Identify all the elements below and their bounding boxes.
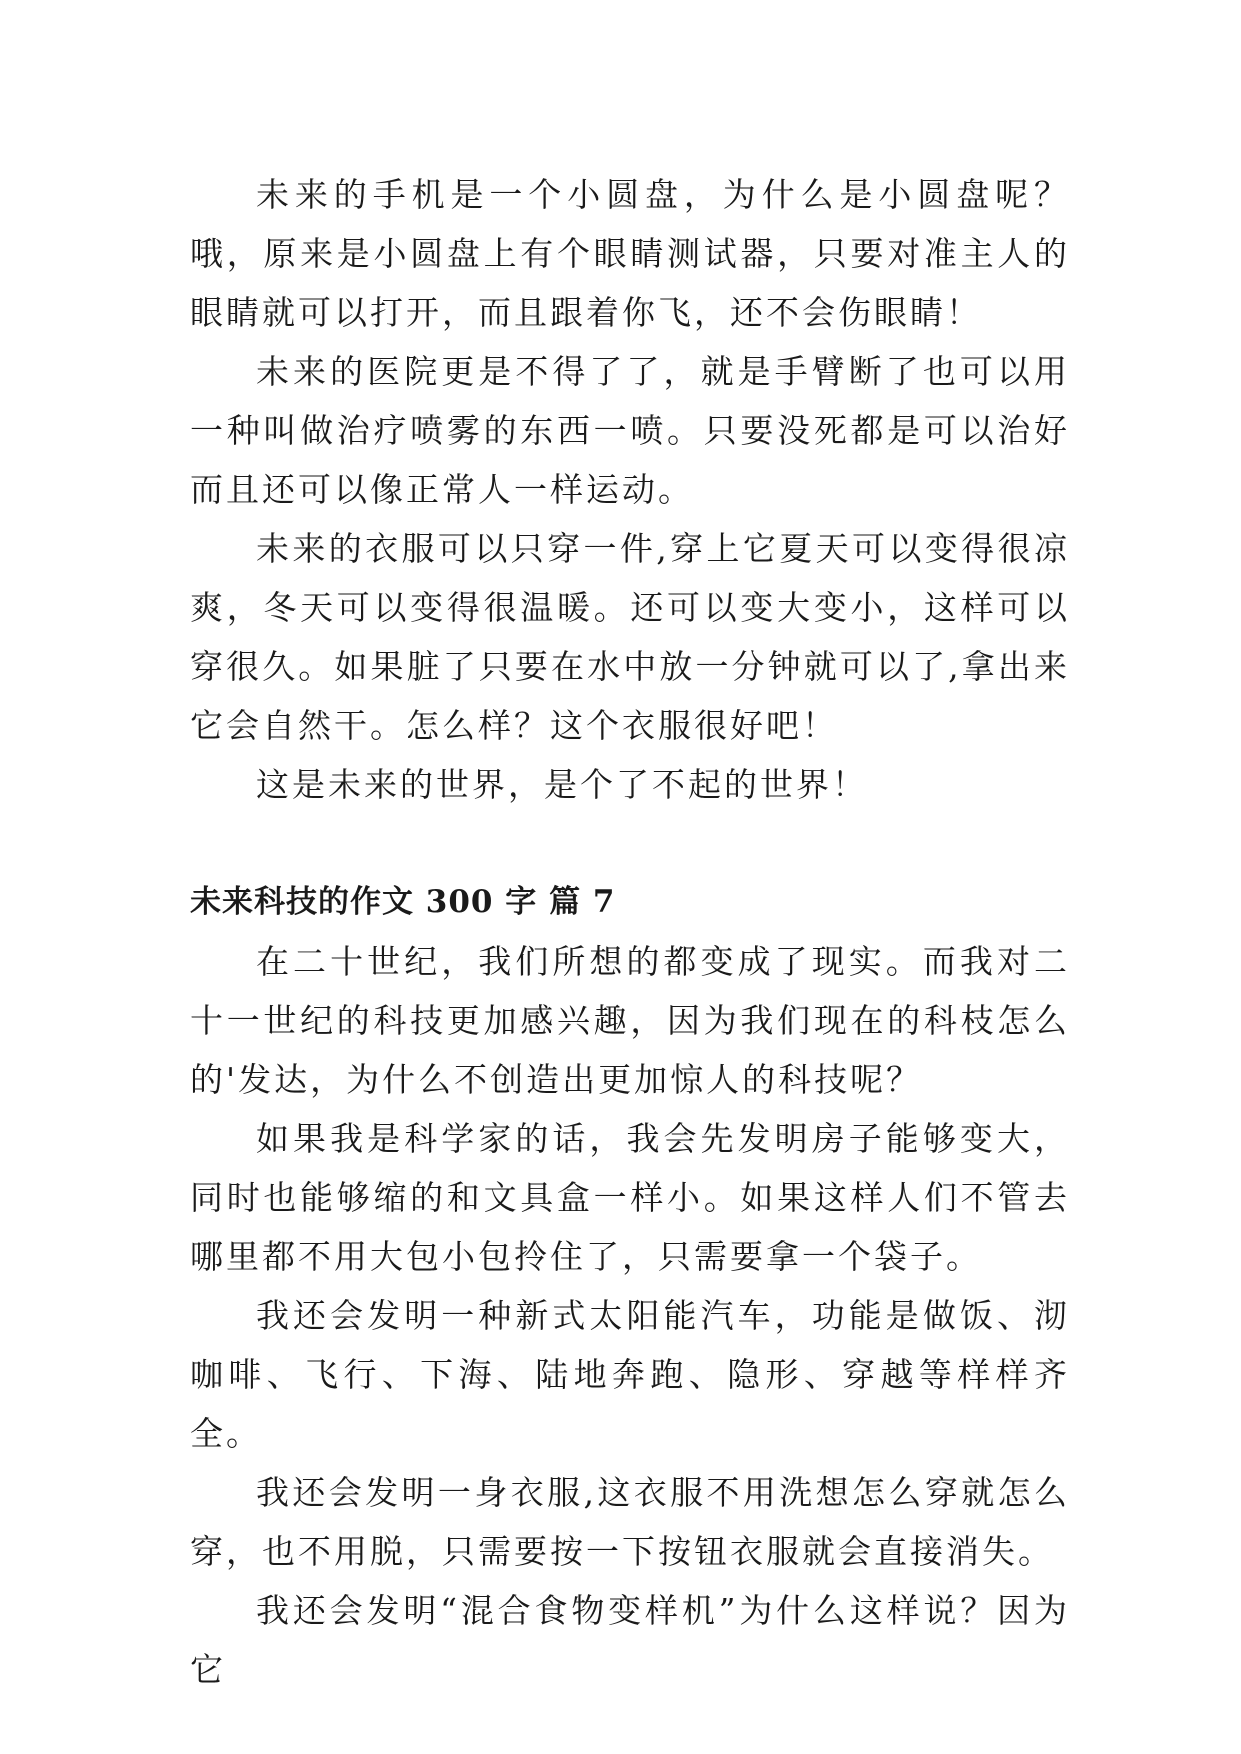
paragraph: 我还会发明一种新式太阳能汽车，功能是做饭、沏咖啡、飞行、下海、陆地奔跑、隐形、穿越等样样齐全。 bbox=[190, 1296, 1070, 1453]
paragraph: 这是未来的世界，是个了不起的世界！ bbox=[256, 765, 868, 804]
paragraph: 未来的医院更是不得了了，就是手臂断了也可以用一种叫做治疗喷雾的东西一喷。只要没死都是可以治好而且还可以像正常人一样运动。 bbox=[190, 352, 1070, 509]
paragraph: 在二十世纪，我们所想的都变成了现实。而我对二十一世纪的科技更加感兴趣，因为我们现在的科枝怎么的'发达，为什么不创造出更加惊人的科技呢？ bbox=[190, 942, 1070, 1099]
section-spacer bbox=[190, 814, 1070, 873]
paragraph: 未来的衣服可以只穿一件,穿上它夏天可以变得很凉爽，冬天可以变得很温暖。还可以变大变小，这样可以穿很久。如果脏了只要在水中放一分钟就可以了,拿出来它会自然干。怎么样？这个衣服很好吧！ bbox=[190, 529, 1070, 745]
paragraph: 我还会发明一身衣服,这衣服不用洗想怎么穿就怎么穿，也不用脱，只需要按一下按钮衣服就会直接消失。 bbox=[190, 1473, 1070, 1571]
paragraph: 我还会发明“混合食物变样机”为什么这样说？因为它 bbox=[190, 1591, 1070, 1689]
paragraph: 如果我是科学家的话，我会先发明房子能够变大，同时也能够缩的和文具盒一样小。如果这样人们不管去哪里都不用大包小包拎住了，只需要拿一个袋子。 bbox=[190, 1119, 1070, 1276]
section-heading: 未来科技的作文 300 字 篇 7 bbox=[190, 884, 616, 920]
document-page bbox=[190, 165, 1070, 1699]
paragraph: 未来的手机是一个小圆盘，为什么是小圆盘呢？哦，原来是小圆盘上有个眼睛测试器，只要对准主人的眼睛就可以打开，而且跟着你飞，还不会伤眼睛！ bbox=[190, 175, 1070, 332]
